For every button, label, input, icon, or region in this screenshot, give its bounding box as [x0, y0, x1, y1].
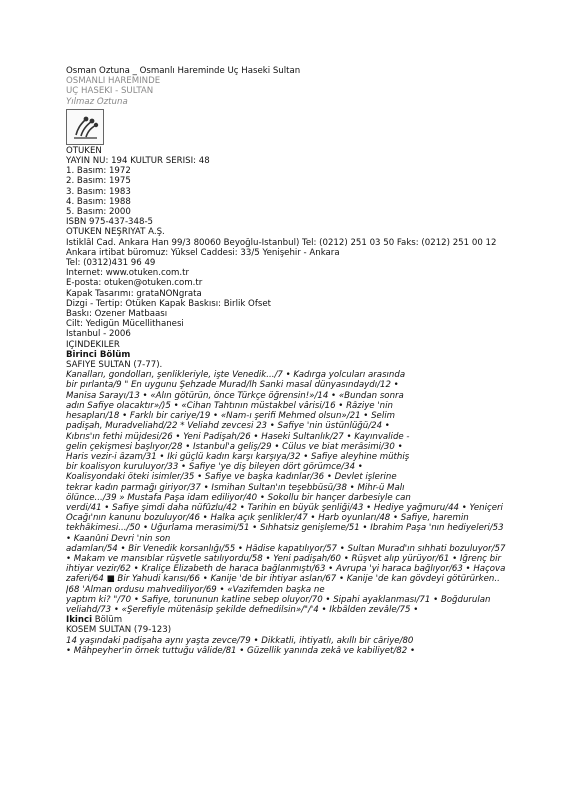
- part-1-contents: [66, 370, 546, 615]
- edition-line: 3. Basım: 1983: [66, 186, 131, 197]
- series-info: YAYIN NU: 194 KÜLTÜR SERİSİ: 48: [66, 156, 210, 167]
- document-title: Osman Öztuna _ Osmanlı Hareminde Üç Haseki Sultan: [66, 66, 301, 76]
- toc-line: J68 'Alman ordusu mahvediliyor/69 • «Vazifemden başka ne: [66, 584, 325, 595]
- publisher-logo-icon: [66, 109, 104, 145]
- part-2-label: [66, 615, 546, 625]
- toc-line: • Kaanûni Devri 'nin son: [66, 533, 171, 544]
- company-name: ÖTÜKEN NEŞRİYAT A.Ş.: [66, 227, 165, 238]
- part-1-label: Birinci Bölüm: [66, 349, 131, 360]
- toc-line: • Makam ve mansıblar rüşvetle satılıyordu/58 • Yeni padişah/60 • Rüşvet alıp yürüyor/61 • İğrenç bir: [66, 553, 501, 564]
- subtitle-line-2: ÜÇ HASEKİ - SULTAN: [66, 86, 154, 97]
- ankara-office: Ankara irtibat büromuz: Yüksel Caddesi: 33/5 Yenişehir - Ankara: [66, 247, 340, 258]
- toc-line: adın Safiye olacaktır»/)5 • «Cihan Tahtının müstakbel vârisi/16 • Râziye 'nin: [66, 400, 393, 411]
- toc-line: Haris vezir-i âzam/31 • İki güçlü kadın karşı karşıya/32 • Safiye aleyhine müthiş: [66, 451, 410, 462]
- toc-line: padişah, Muradveliahd/22 * Veliahd zevcesi 23 • Safiye 'nin üstünlüğü/24 •: [66, 421, 390, 432]
- toc-line: zaferi/64 ■ Bir Yahudi karısı/66 • Kanije 'de bir ihtiyar aslan/67 • Kanije 'de kan gövdeyi götürürken..: [66, 574, 500, 585]
- part-2-contents: [66, 636, 546, 656]
- binding-line: Cilt: Yedigün Mücellithanesi: [66, 319, 184, 330]
- part-1-title: SAFİYE SULTAN (7-77).: [66, 360, 163, 371]
- toc-line: Kıbrıs'ın fethi müjdesi/26 • Yeni Padişah/26 • Haseki Sultanlık/27 • Kayınvalide -: [66, 431, 410, 442]
- toc-line: bir pırlanta/9 " En uygunu Şehzade Murad/lh Sanki masal dünyasındaydı/12 •: [66, 380, 399, 391]
- toc-line: ihtiyar vezir/62 • Kraliçe Elizabeth de haraca bağlanmıştı/63 • Avrupa 'yi haraca bağlıyor/63 • Haçova: [66, 564, 506, 575]
- toc-line: tekrar kadın parmağı giriyor/37 • İsmihan Sultan'ın teşebbüsü/38 • Mihr-ü Malı: [66, 482, 405, 493]
- typesetting-line: Dizgi - Tertip: Ötüken Kapak Baskısı: Birlik Ofset: [66, 298, 271, 309]
- toc-line: Koalisyondaki öteki isimler/35 • Safiye ve başka kadınlar/36 • Devlet işlerine: [66, 472, 397, 483]
- toc-line: gelin çekişmesi başlıyor/28 • İstanbul'a geliş/29 • Cülus ve biat merâsimi/30 •: [66, 441, 403, 452]
- part-2-title: KÖSEM SULTAN (79-123): [66, 625, 172, 636]
- document-page: [66, 66, 546, 656]
- subtitle-line-1: OSMANLI HAREMİNDE: [66, 76, 161, 87]
- email-line: E-posta: otuken@otuken.com.tr: [66, 278, 203, 289]
- address-line: İstiklâl Cad. Ankara Han 99/3 80060 Beyoğlu-İstanbul) Tel: (0212) 251 03 50 Faks: (0212) 251 00 12: [66, 237, 497, 248]
- toc-line: ölünce.../39 » Mustafa Paşa idam ediliyor/40 • Sokollu bir hançer darbesiyle can: [66, 492, 411, 503]
- edition-line: 1. Basım: 1972: [66, 166, 131, 177]
- part-2-label-word: Bölüm: [92, 615, 123, 626]
- toc-line: Manisa Sarayı/13 • «Alın götürün, önce Türkçe öğrensin!»/14 • «Bundan sonra: [66, 390, 404, 401]
- toc-line: bir koalisyon kuruluyor/33 • Safiye 'ye diş bileyen dört görümce/34 •: [66, 462, 363, 473]
- toc-line: veliahd/73 • «Şerefiyle mütenâsip şekilde defnedilsin»/"/'4 • İkbâlden zevâle/75 •: [66, 604, 419, 615]
- place-year: İstanbul - 2006: [66, 329, 131, 340]
- author-name: Yılmaz Öztuna: [66, 96, 128, 107]
- toc-line: Ocağı'nın kanunu bozuluyor/46 • Halka açık şenlikler/47 • Harb oyunları/48 • Safiye, haremin: [66, 513, 469, 524]
- toc-line: tekhâkimesi.../50 • Uğurlama merasimi/51 • Sıhhatsiz genişleme/51 • İbrahim Paşa 'nın hediyeleri/53: [66, 523, 504, 534]
- toc-line: verdi/41 • Safiye şimdi daha nüfûzlu/42 • Tarihin en büyük şenliği/43 • Hediye yağmuru/44 • Yeniçeri: [66, 502, 503, 513]
- phone-line: Tel: (0312)431 96 49: [66, 258, 156, 269]
- toc-line: • Mâhpeyher'in örnek tuttuğu vâlide/81 • Güzellik yanında zekâ ve kabiliyet/82 •: [66, 645, 416, 656]
- logo-graphic: [70, 113, 100, 141]
- website-line: İnternet: www.otuken.com.tr: [66, 268, 189, 279]
- edition-line: 2. Basım: 1975: [66, 176, 131, 187]
- toc-line: Kanalları, gondolları, şenlikleriyle, işte Venedik.../7 • Kadırga yolcuları arasında: [66, 370, 406, 381]
- cover-design: Kapak Tasarımı: grataNONgrata: [66, 288, 202, 299]
- toc-line: 14 yaşındaki padişaha aynı yaşta zevce/79 • Dikkatli, ihtiyatlı, akıllı bir câriye/80: [66, 635, 414, 646]
- edition-line: 4. Basım: 1988: [66, 196, 131, 207]
- edition-line: 5. Basım: 2000: [66, 207, 131, 218]
- part-2-label-number: İkinci: [66, 615, 93, 626]
- toc-heading: İÇİNDEKİLER: [66, 339, 120, 350]
- toc-line: yaptım ki? "/70 • Safiye, torununun katline sebep oluyor/70 • Sipahi ayaklanması/71 • Boğdurulan: [66, 594, 491, 605]
- toc-line: hesapları/18 • Farklı bir cariye/19 • «Nam-ı şerifi Mehmed olsun»/21 • Selim: [66, 411, 395, 422]
- toc-line: adamları/54 • Bir Venedik korsanlığı/55 • Hâdise kapatılıyor/57 • Sultan Murad'ın sıhhati bozuluyor/57: [66, 543, 506, 554]
- publisher-name: ÖTÜKEN: [66, 145, 102, 156]
- isbn: ISBN 975-437-348-5: [66, 217, 154, 228]
- printing-line: Baskı: Özener Matbaası: [66, 309, 168, 320]
